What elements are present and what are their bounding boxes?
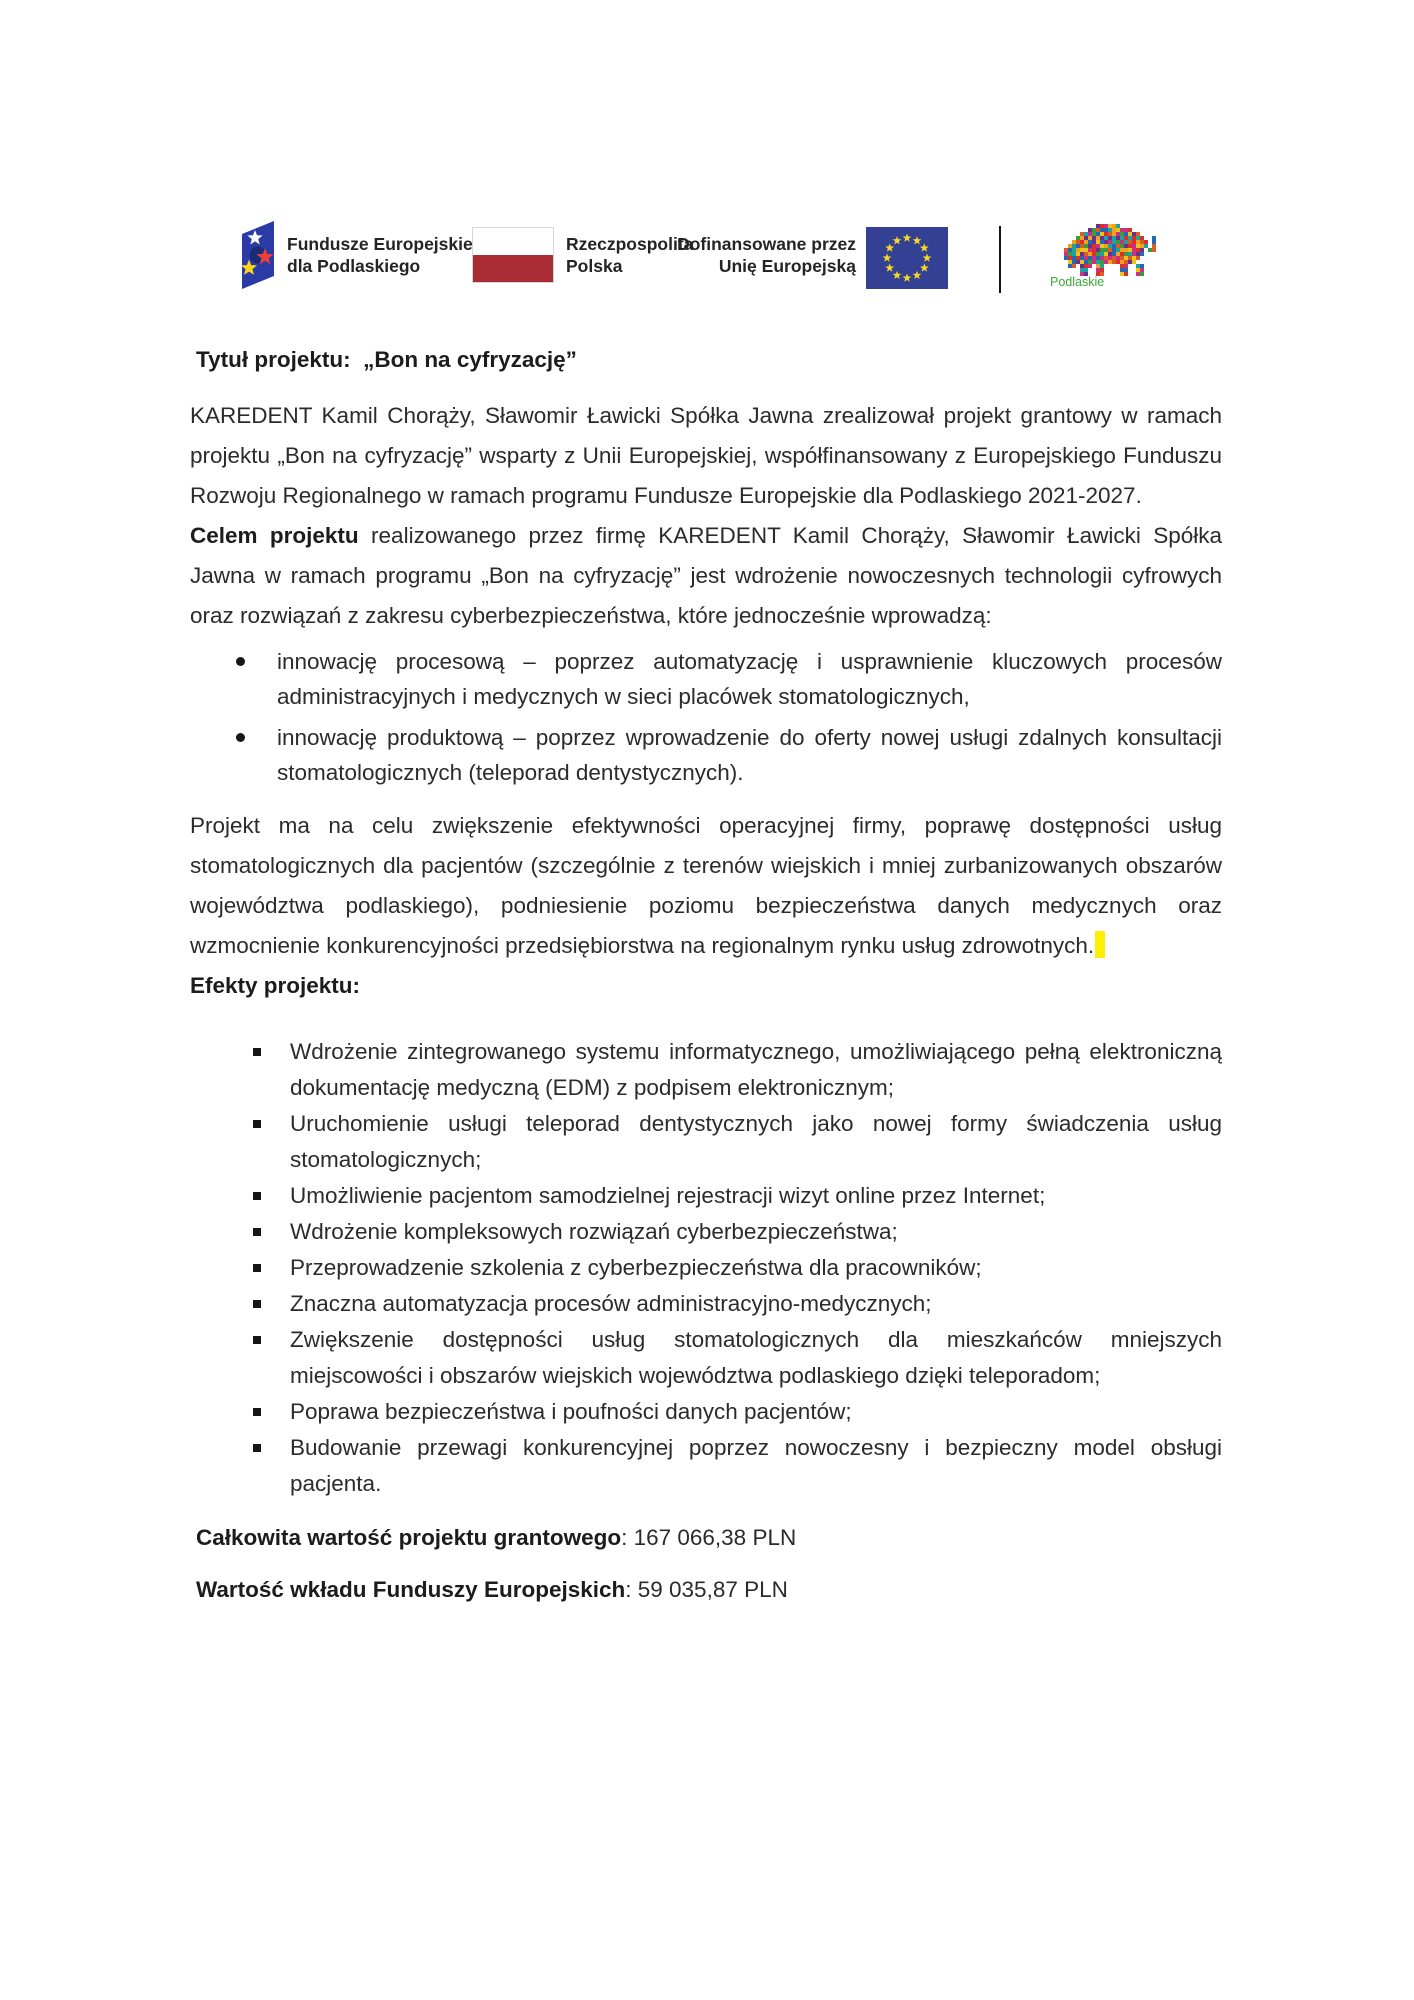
paragraph-goal-rest: realizowanego przez firmę KAREDENT Kamil Chorąży, Sławomir Ławicki Spółka Jawna w ramach programu „Bon na cyfryzację” jest wdrożenie nowoczesnych technologii cyfrowych oraz rozwiązań z zakresu cyberbezpieczeństwa, które jednocześnie wprowadzą: (190, 523, 1222, 628)
logo-label-line: Fundusze Europejskie (287, 234, 473, 254)
fundusze-europejskie-label (287, 233, 473, 277)
list-item: Uruchomienie usługi teleporad dentystycznych jako nowej formy świadczenia usług stomatologicznych; (190, 1106, 1222, 1178)
project-title: Tytuł projektu: „Bon na cyfryzację” (196, 347, 577, 372)
list-item: innowację produktową – poprzez wprowadzenie do oferty nowej usługi zdalnych konsultacji stomatologicznych (teleporad dentystycznych). (190, 720, 1222, 790)
funding-logos-header (0, 0, 1414, 310)
bison-pixel-icon (1064, 224, 1156, 276)
logo-label-line: Polska (566, 256, 623, 276)
total-project-value (190, 1518, 1222, 1558)
eu-contribution-label: Wartość wkładu Funduszy Europejskich (196, 1577, 626, 1602)
effects-bullet-list (190, 1034, 1222, 1502)
podlaskie-logo (1048, 222, 1172, 300)
logo-divider (999, 226, 1001, 293)
podlaskie-label: Podlaskie (1050, 275, 1105, 289)
highlight-mark (1095, 931, 1105, 958)
paragraph-intro: KAREDENT Kamil Chorąży, Sławomir Ławicki Spółka Jawna zrealizował projekt grantowy w ramach projektu „Bon na cyfryzację” wsparty z Unii Europejskiej, współfinansowany z Europejskiego Funduszu Rozwoju Regionalnego w ramach programu Fundusze Europejskie dla Podlaskiego 2021-2027. (190, 403, 1222, 508)
eu-flag-icon (866, 227, 948, 289)
fundusze-europejskie-flag-icon (237, 218, 277, 292)
list-item: Budowanie przewagi konkurencyjnej poprzez nowoczesny i bezpieczny model obsługi pacjenta. (190, 1430, 1222, 1502)
effects-heading: Efekty projektu: (190, 973, 361, 998)
list-item: Znaczna automatyzacja procesów administracyjno-medycznych; (190, 1286, 1222, 1322)
document-content (190, 310, 1222, 1610)
total-project-value-label: Całkowita wartość projektu grantowego (196, 1525, 622, 1550)
eu-cofunding-label (660, 233, 856, 277)
paragraph-goal-lead: Celem projektu (190, 523, 359, 548)
paragraph-goal (190, 516, 1222, 636)
list-item: Wdrożenie zintegrowanego systemu informatycznego, umożliwiającego pełną elektroniczną dokumentację medyczną (EDM) z podpisem elektronicznym; (190, 1034, 1222, 1106)
paragraph-impact (190, 806, 1222, 966)
goal-bullet-list (190, 644, 1222, 790)
logo-label-line: Dofinansowane przez (677, 234, 856, 254)
list-item: innowację procesową – poprzez automatyzację i usprawnienie kluczowych procesów administracyjnych i medycznych w sieci placówek stomatologicznych, (190, 644, 1222, 714)
list-item: Przeprowadzenie szkolenia z cyberbezpieczeństwa dla pracowników; (190, 1250, 1222, 1286)
eu-contribution-amount: : 59 035,87 PLN (625, 1577, 788, 1602)
list-item: Wdrożenie kompleksowych rozwiązań cyberbezpieczeństwa; (190, 1214, 1222, 1250)
list-item: Poprawa bezpieczeństwa i poufności danych pacjentów; (190, 1394, 1222, 1430)
logo-label-line: Unię Europejską (718, 256, 856, 276)
eu-contribution-value (190, 1570, 1222, 1610)
poland-flag-icon (472, 227, 554, 283)
list-item: Zwiększenie dostępności usług stomatologicznych dla mieszkańców mniejszych miejscowości i obszarów wiejskich województwa podlaskiego dzięki teleporadom; (190, 1322, 1222, 1394)
paragraph-impact-text: Projekt ma na celu zwiększenie efektywności operacyjnej firmy, poprawę dostępności usług stomatologicznych dla pacjentów (szczególnie z terenów wiejskich i mniej zurbanizowanych obszarów województwa podlaskiego), podniesienie poziomu bezpieczeństwa danych medycznych oraz wzmocnienie konkurencyjności przedsiębiorstwa na regionalnym rynku usług zdrowotnych. (190, 813, 1222, 958)
total-project-value-amount: : 167 066,38 PLN (621, 1525, 797, 1550)
logo-label-line: dla Podlaskiego (287, 256, 421, 276)
logo-label-line: Rzeczpospolita (566, 234, 694, 254)
list-item: Umożliwienie pacjentom samodzielnej rejestracji wizyt online przez Internet; (190, 1178, 1222, 1214)
